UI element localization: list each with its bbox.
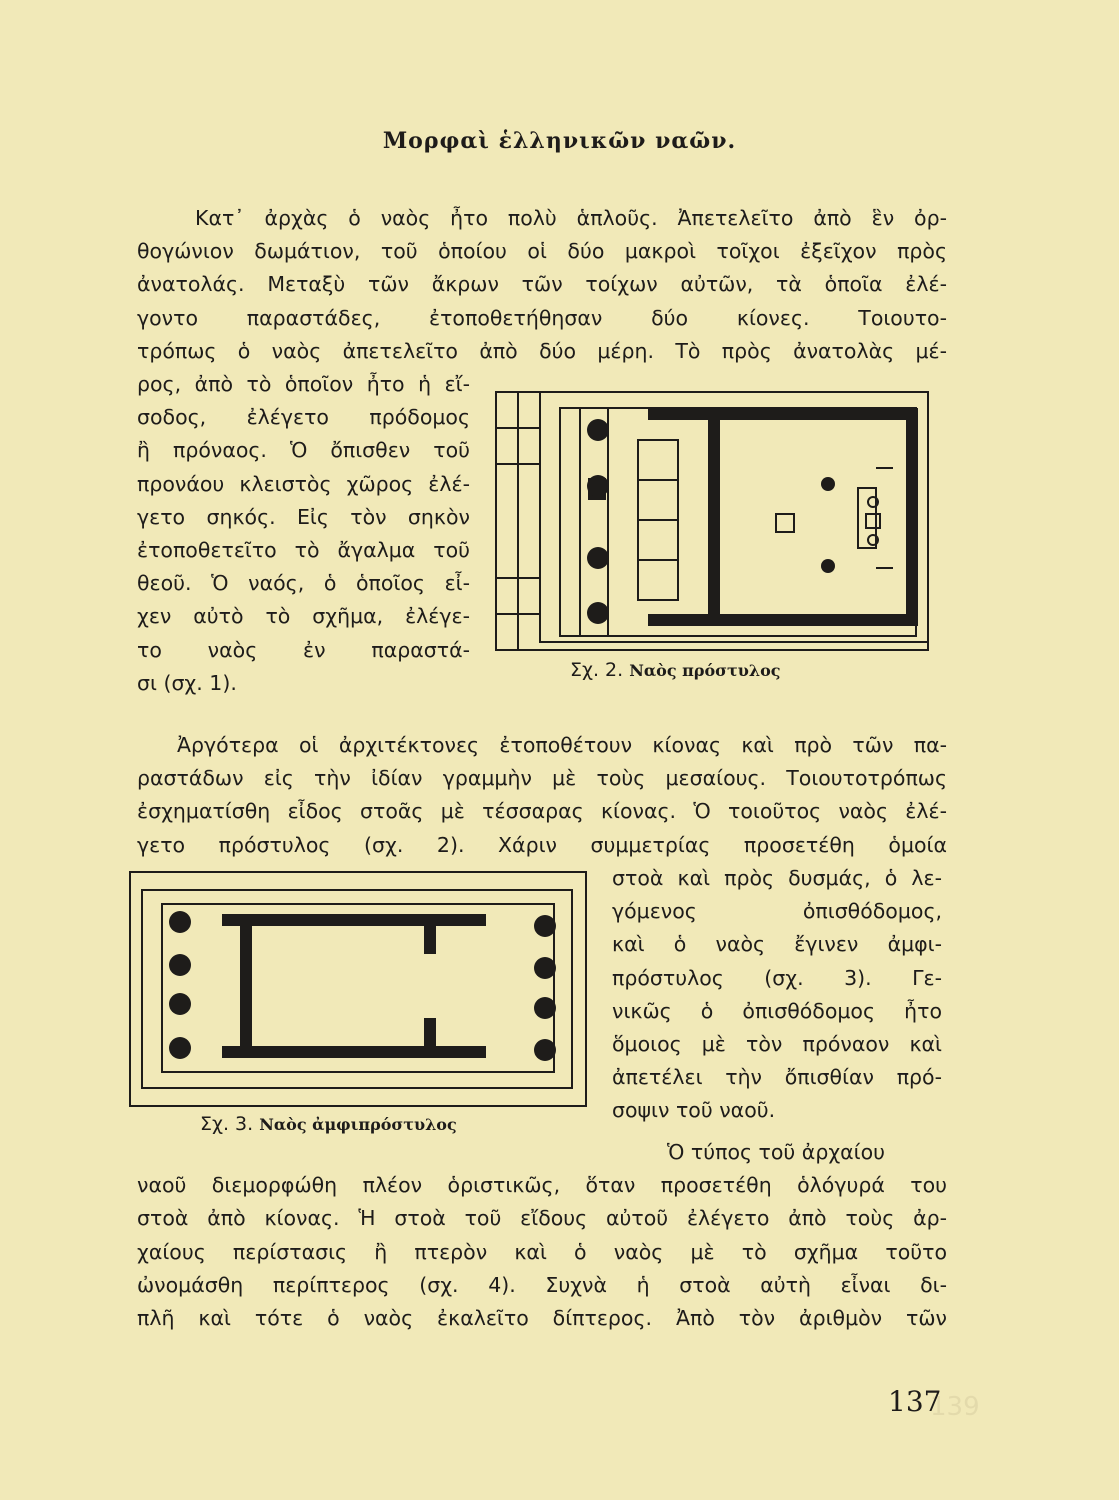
text-line: σοψιν τοῦ ναοῦ. xyxy=(612,1098,776,1123)
figure-3-caption xyxy=(200,1113,457,1135)
caption-title: Ναὸς ἀμφιπρόστυλος xyxy=(259,1115,457,1134)
paragraph-2 xyxy=(137,729,947,862)
text-line: γόμενος ὀπισθόδομος, xyxy=(612,899,942,924)
page-number: 137 xyxy=(888,1385,942,1418)
text-line: ρος, ἀπὸ τὸ ὁποῖον ἦτο ἡ εἴ- xyxy=(137,372,470,396)
figure-2-caption xyxy=(570,659,780,681)
text-line: σοδος, ἐλέγετο πρόδομος xyxy=(137,405,470,430)
bleed-through-page-number: 139 xyxy=(930,1392,980,1422)
text-line: ἐσχηματίσθη εἶδος στοᾶς μὲ τέσσαρας κίονας. Ὁ τοιοῦτος ναὸς ἐλέ- xyxy=(137,799,947,824)
text-line: ἢ πρόναος. Ὁ ὄπισθεν τοῦ xyxy=(137,438,470,463)
text-line: ἐτοποθετεῖτο τὸ ἄγαλμα τοῦ xyxy=(137,538,470,563)
text-line: ὠνομάσθη περίπτερος (σχ. 4). Συχνὰ ἡ στοὰ αὐτὴ εἶναι δι- xyxy=(137,1272,947,1297)
text-line: τρόπως ὁ ναὸς ἀπετελεῖτο ἀπὸ δύο μέρη. Τὸ πρὸς ἀνατολὰς μέ- xyxy=(137,338,947,363)
paragraph-3 xyxy=(137,1136,947,1335)
figure-3-amphiprostyle-plan xyxy=(128,870,590,1108)
text-line: θεοῦ. Ὁ ναός, ὁ ὁποῖος εἶ- xyxy=(137,571,470,596)
text-line: καὶ ὁ ναὸς ἔγινεν ἀμφι- xyxy=(612,932,942,957)
text-line: χεν αὐτὸ τὸ σχῆμα, ἐλέγε- xyxy=(137,604,470,629)
page-title: Μορφαὶ ἑλληνικῶν ναῶν. xyxy=(382,128,737,154)
text-line: θογώνιον δωμάτιον, τοῦ ὁποίου οἱ δύο μακροὶ τοῖχοι ἐξεῖχον πρὸς xyxy=(137,239,947,264)
paragraph-2-continued xyxy=(612,862,942,1128)
text-line: ὅμοιος μὲ τὸν πρόναον καὶ xyxy=(612,1032,942,1057)
caption-title: Ναὸς πρόστυλος xyxy=(629,661,781,680)
text-line: Ἀργότερα οἱ ἀρχιτέκτονες ἐτοποθέτουν κίονας καὶ πρὸ τῶν πα- xyxy=(177,733,947,757)
text-line: Κατ᾽ ἀρχὰς ὁ ναὸς ἦτο πολὺ ἁπλοῦς. Ἀπετελεῖτο ἀπὸ ἓν ὀρ- xyxy=(195,206,947,230)
text-line: ἀπετέλει τὴν ὄπισθίαν πρό- xyxy=(612,1065,942,1090)
figure-2-prostyle-plan xyxy=(488,388,940,658)
text-line: ναοῦ διεμορφώθη πλέον ὁριστικῶς, ὅταν προσετέθη ὁλόγυρά του xyxy=(137,1173,947,1198)
text-line: Ὁ τύπος τοῦ ἀρχαίου xyxy=(667,1140,886,1164)
text-line: ραστάδων εἰς τὴν ἰδίαν γραμμὴν μὲ τοὺς μεσαίους. Τοιουτοτρόπως xyxy=(137,766,947,791)
text-line: το ναὸς ἐν παραστά- xyxy=(137,637,470,662)
text-line: προνάου κλειστὸς χῶρος ἐλέ- xyxy=(137,471,470,496)
caption-number: Σχ. 3. xyxy=(200,1113,254,1135)
caption-number: Σχ. 2. xyxy=(570,659,624,681)
paragraph-1 xyxy=(137,202,947,368)
text-line: πρόστυλος (σχ. 3). Γε- xyxy=(612,965,942,990)
text-line: γετο πρόστυλος (σχ. 2). Χάριν συμμετρίας προσετέθη ὁμοία xyxy=(137,832,947,857)
text-line: γοντο παραστάδες, ἐτοποθετήθησαν δύο κίονες. Τοιουτο- xyxy=(137,305,947,330)
text-line: πλῆ καὶ τότε ὁ ναὸς ἐκαλεῖτο δίπτερος. Ἀπὸ τὸν ἀριθμὸν τῶν xyxy=(137,1306,947,1331)
paragraph-1-continued xyxy=(137,368,470,700)
text-line: στοὰ ἀπὸ κίονας. Ἡ στοὰ τοῦ εἴδους αὐτοῦ ἐλέγετο ἀπὸ τοὺς ἀρ- xyxy=(137,1206,947,1231)
text-line: χαίους περίστασις ἢ πτερὸν καὶ ὁ ναὸς μὲ τὸ σχῆμα τοῦτο xyxy=(137,1239,947,1264)
text-line: γετο σηκός. Εἰς τὸν σηκὸν xyxy=(137,504,470,529)
text-line: σι (σχ. 1). xyxy=(137,670,237,695)
text-line: νικῶς ὁ ὀπισθόδομος ἦτο xyxy=(612,998,942,1023)
text-line: στοὰ καὶ πρὸς δυσμάς, ὁ λε- xyxy=(612,866,942,890)
text-line: ἀνατολάς. Μεταξὺ τῶν ἄκρων τῶν τοίχων αὐτῶν, τὰ ὁποῖα ἐλέ- xyxy=(137,272,947,297)
